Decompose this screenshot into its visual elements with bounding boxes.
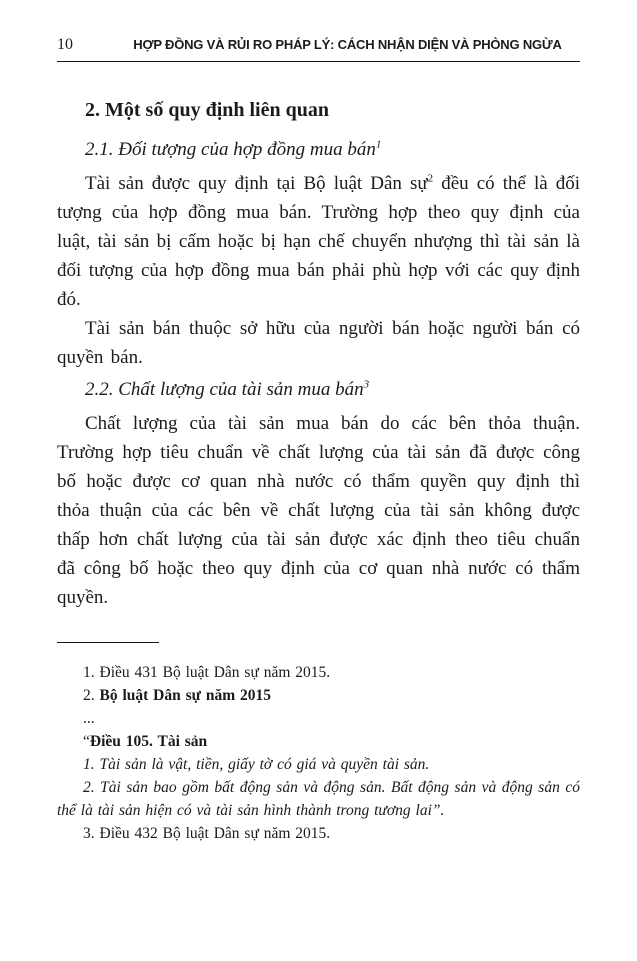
- footnote-quote-item-2: 2. Tài sản bao gồm bất động sản và động sản. Bất động sản và động sản có thể là tài sản hiện có và tài sản hình thành trong tương lai”.: [57, 779, 580, 819]
- paragraph-2: Tài sản bán thuộc sở hữu của người bán hoặc người bán có quyền bán.: [57, 318, 580, 368]
- paragraph-1: [57, 169, 580, 314]
- article-105-title: Điều 105. Tài sản: [89, 733, 208, 750]
- footnote-ref-3: 3: [363, 378, 370, 391]
- footnote-2: [57, 684, 580, 707]
- paragraph-1-text-cont: đều có thể là đối tượng của hợp đồng mua bán. Trường hợp theo quy định của luật, tài sản bị cấm hoặc bị hạn chế chuyển nhượng thì tài sản là đối tượng của hợp đồng mua bán phải phù hợp với các quy định đó.: [57, 173, 580, 310]
- subsection-heading-2-1: [57, 135, 580, 164]
- open-quote-mark: “: [83, 733, 90, 750]
- footnote-2-number: 2.: [83, 687, 100, 704]
- subsection-2-2-label: 2.2. Chất lượng của tài sản mua bán: [85, 379, 364, 400]
- footnotes-list: [57, 661, 580, 845]
- page-header: [57, 36, 580, 54]
- footnote-quote-article-title: [57, 730, 580, 753]
- footnotes-section: [57, 642, 580, 845]
- paragraph-1-text: Tài sản được quy định tại Bộ luật Dân sự: [85, 173, 428, 194]
- subsection-heading-2-2: [57, 375, 580, 404]
- footnote-ref-1: 1: [375, 138, 382, 151]
- section-heading: 2. Một số quy định liên quan: [85, 99, 329, 121]
- footnote-ref-2: 2: [427, 172, 434, 185]
- footnote-2-title: Bộ luật Dân sự năm 2015: [99, 687, 271, 704]
- footnote-quote-item-1: 1. Tài sản là vật, tiền, giấy tờ có giá và quyền tài sản.: [83, 756, 430, 773]
- footnote-ellipsis: ...: [83, 710, 95, 727]
- subsection-2-1-label: 2.1. Đối tượng của hợp đồng mua bán: [85, 139, 376, 160]
- footnote-separator-rule: [57, 642, 159, 643]
- running-title: HỢP ĐỒNG VÀ RỦI RO PHÁP LÝ: CÁCH NHẬN DIỆN VÀ PHÒNG NGỪA: [133, 37, 562, 52]
- header-rule: [57, 61, 580, 62]
- footnote-3: 3. Điều 432 Bộ luật Dân sự năm 2015.: [83, 825, 331, 842]
- footnote-1: 1. Điều 431 Bộ luật Dân sự năm 2015.: [83, 664, 331, 681]
- paragraph-3: Chất lượng của tài sản mua bán do các bên thỏa thuận. Trường hợp tiêu chuẩn về chất lượng của tài sản đã được công bố hoặc được cơ quan nhà nước có thẩm quyền quy định thì thỏa thuận của các bên về chất lượng của tài sản không được thấp hơn chất lượng của tài sản được xác định theo tiêu chuẩn đã công bố hoặc theo quy định của cơ quan nhà nước có thẩm quyền.: [57, 413, 580, 608]
- page-number: 10: [57, 36, 73, 53]
- page-body: [57, 96, 580, 612]
